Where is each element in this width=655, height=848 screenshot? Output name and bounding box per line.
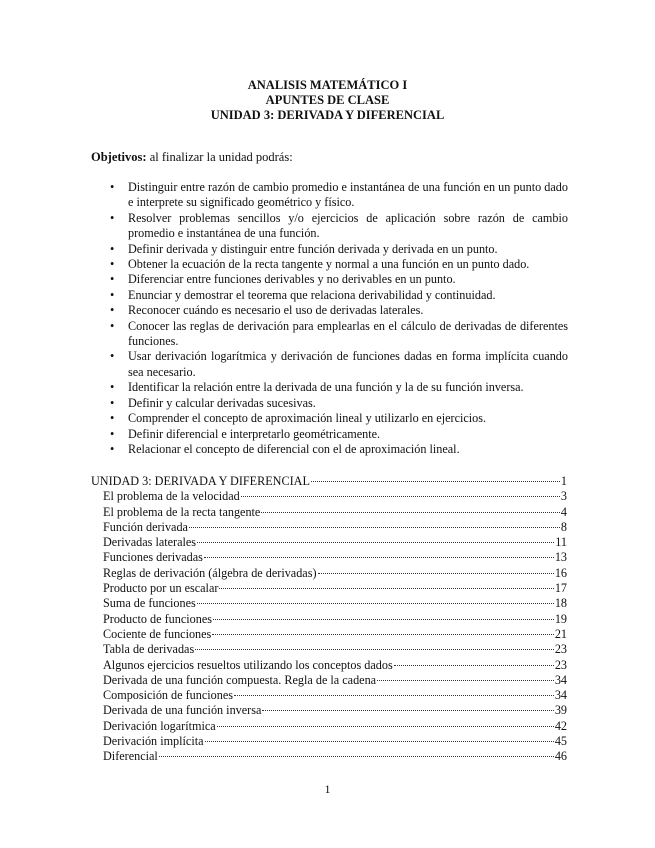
objective-item: • Enunciar y demostrar el teorema que relaciona derivabilidad y continuidad. (108, 288, 568, 303)
toc-dot-leader (205, 741, 554, 742)
toc-entry-title: Algunos ejercicios resueltos utilizando los conceptos dados (103, 657, 393, 672)
toc-dot-leader (318, 573, 554, 574)
objective-item: • Reconocer cuándo es necesario el uso de derivadas laterales. (108, 303, 568, 318)
toc-entry[interactable] (91, 734, 567, 749)
objective-item: • Definir derivada y distinguir entre función derivada y derivada en un punto. (108, 242, 568, 257)
toc-entry[interactable] (91, 627, 567, 642)
toc-entry-title: Reglas de derivación (álgebra de derivadas) (103, 565, 317, 580)
document-header (0, 78, 655, 123)
toc-entry-title: Diferencial (103, 749, 158, 764)
toc-dot-leader (394, 665, 554, 666)
toc-entry-page: 34 (554, 672, 567, 687)
toc-entry-title: Derivación implícita (103, 734, 204, 749)
toc-dot-leader (213, 619, 554, 620)
toc-dot-leader (197, 603, 554, 604)
objective-item: • Comprender el concepto de aproximación lineal y utilizarlo en ejercicios. (108, 411, 568, 426)
objective-item: • Diferenciar entre funciones derivables y no derivables en un punto. (108, 272, 568, 287)
toc-dot-leader (195, 649, 554, 650)
toc-entry-page: 34 (554, 688, 567, 703)
course-title: ANALISIS MATEMÁTICO I (247, 78, 408, 92)
toc-dot-leader (212, 634, 554, 635)
toc-dot-leader (197, 542, 554, 543)
toc-entry-page: 18 (554, 596, 567, 611)
unit-title: UNIDAD 3: DERIVADA Y DIFERENCIAL (210, 108, 445, 122)
toc-entry-title: Cociente de funciones (103, 626, 212, 641)
toc-entry-page: 8 (560, 519, 567, 534)
objectives-intro-text: al finalizar la unidad podrás: (146, 150, 293, 164)
objective-item: • Relacionar el concepto de diferencial con el de aproximación lineal. (108, 442, 568, 457)
toc-entry-title: Funciones derivadas (103, 550, 203, 565)
toc-entry[interactable] (91, 596, 567, 611)
toc-entry-page: 4 (560, 504, 567, 519)
objective-item: • Definir diferencial e interpretarlo geométricamente. (108, 427, 568, 442)
toc-entry[interactable] (91, 688, 567, 703)
objectives-intro (91, 150, 571, 165)
objective-item: • Definir y calcular derivadas sucesivas. (108, 396, 568, 411)
toc-entry-page: 21 (554, 626, 567, 641)
toc-entry-title: Derivadas laterales (103, 535, 197, 550)
objective-item: • Usar derivación logarítmica y derivación de funciones dadas en forma implícita cuando sea necesario. (108, 349, 568, 380)
objectives-list (108, 180, 568, 457)
toc-entry[interactable] (91, 612, 567, 627)
toc-entry-title: Derivación logarítmica (103, 718, 216, 733)
toc-dot-leader (311, 481, 560, 482)
toc-dot-leader (217, 726, 554, 727)
toc-entry-title: Producto de funciones (103, 611, 212, 626)
objective-item: • Distinguir entre razón de cambio promedio e instantánea de una función en un punto dado e interprete su significado geométrico y físico. (108, 180, 568, 211)
toc-entry[interactable] (91, 520, 567, 535)
toc-entry-title: Derivada de una función compuesta. Regla de la cadena (103, 672, 377, 687)
toc-entry-title: Derivada de una función inversa (103, 703, 262, 718)
toc-entry-page: 45 (554, 734, 567, 749)
toc-entry-page: 46 (554, 749, 567, 764)
toc-entry-page: 23 (554, 657, 567, 672)
objective-item: • Conocer las reglas de derivación para emplearlas en el cálculo de derivadas de diferentes funciones. (108, 319, 568, 350)
toc-entry-page: 3 (560, 489, 567, 504)
toc-entry-title: Función derivada (103, 519, 188, 534)
notes-subtitle: APUNTES DE CLASE (265, 93, 390, 107)
toc-entry-page: 39 (554, 703, 567, 718)
toc-entry[interactable] (91, 749, 567, 764)
toc-entry-page: 42 (554, 718, 567, 733)
toc-dot-leader (204, 557, 554, 558)
objective-item: • Resolver problemas sencillos y/o ejercicios de aplicación sobre razón de cambio promedio e instantánea de una función. (108, 211, 568, 242)
toc-entry[interactable] (91, 673, 567, 688)
toc-entry-title: El problema de la recta tangente (103, 504, 261, 519)
toc-entry[interactable] (91, 658, 567, 673)
toc-entry-title: El problema de la velocidad (103, 489, 240, 504)
toc-entry-title: Producto por un escalar (103, 581, 219, 596)
toc-dot-leader (241, 496, 560, 497)
toc-entry-page: 16 (554, 565, 567, 580)
toc-entry[interactable] (91, 550, 567, 565)
toc-entry[interactable] (91, 474, 567, 489)
toc-dot-leader (159, 756, 554, 757)
toc-entry[interactable] (91, 489, 567, 504)
toc-entry[interactable] (91, 642, 567, 657)
toc-dot-leader (261, 512, 560, 513)
toc-dot-leader (377, 680, 554, 681)
toc-entry[interactable] (91, 581, 567, 596)
toc-entry[interactable] (91, 703, 567, 718)
toc-entry-title: UNIDAD 3: DERIVADA Y DIFERENCIAL (91, 474, 310, 488)
toc-entry-page: 13 (554, 550, 567, 565)
toc-dot-leader (189, 527, 560, 528)
toc-entry-page: 1 (560, 474, 567, 488)
toc-dot-leader (262, 710, 553, 711)
objectives-label: Objetivos: (91, 150, 147, 164)
toc-entry-title: Tabla de derivadas (103, 642, 195, 657)
toc-dot-leader (234, 695, 554, 696)
page-number: 1 (324, 782, 331, 796)
toc-entry-page: 11 (555, 535, 567, 550)
toc-entry-page: 17 (554, 581, 567, 596)
toc-entry-page: 23 (554, 642, 567, 657)
toc-entry[interactable] (91, 535, 567, 550)
objective-item: • Obtener la ecuación de la recta tangente y normal a una función en un punto dado. (108, 257, 568, 272)
toc-entry-page: 19 (554, 611, 567, 626)
toc-entry[interactable] (91, 566, 567, 581)
objective-item: • Identificar la relación entre la derivada de una función y la de su función inversa. (108, 380, 568, 395)
toc-entry[interactable] (91, 719, 567, 734)
toc-entry-title: Suma de funciones (103, 596, 196, 611)
toc-entry-title: Composición de funciones (103, 688, 233, 703)
toc-entry[interactable] (91, 505, 567, 520)
table-of-contents (91, 474, 567, 765)
toc-dot-leader (219, 588, 553, 589)
